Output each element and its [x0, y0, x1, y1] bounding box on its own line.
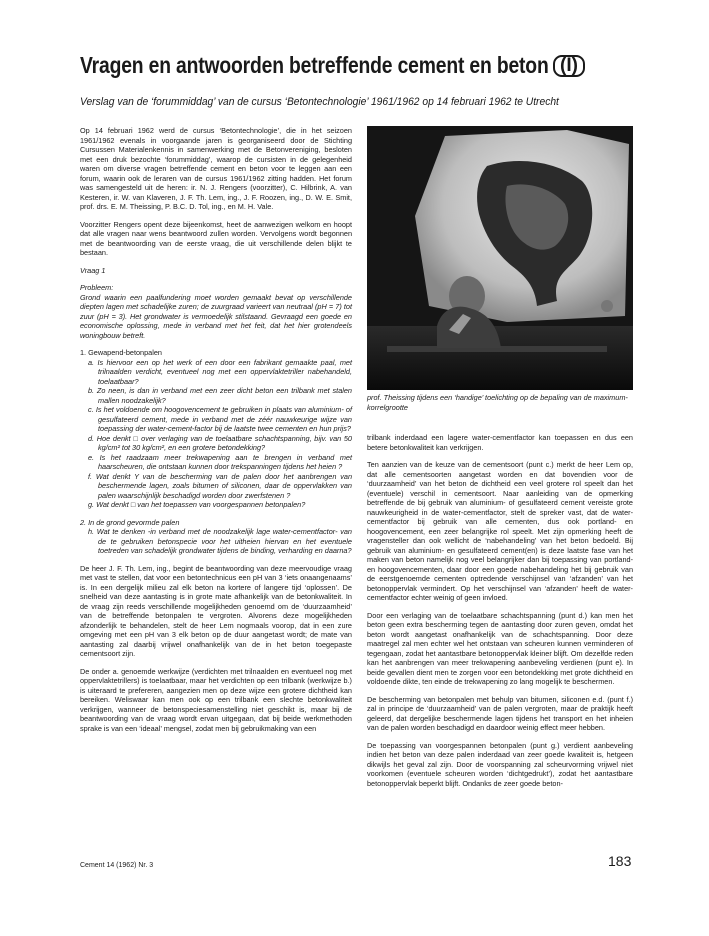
lecture-photo-image [367, 126, 633, 390]
answer-paragraph: De heer J. F. Th. Lem, ing., begint de beantwoording van deze meervoudige vraag met vast te stellen, dat voor een betontechnicus een pH van 3 ‘iets onaangenaams’ is. In een dergelijk milieu zal elk beton na kortere of langere tijd ‘oplossen’. De snelheid van deze aantasting is in grote mate afhankelijk van de betonkwaliteit. In de vraag zijn reeds verschillende mogelijkheden genoemd om de ‘duurzaamheid’ van de betreffende betonpalen te vergroten. Alvorens deze mogelijkheden afzonderlijk te behandelen, stelt de heer Lem nogmaals voorop, dat in een zure omgeving met een pH van 3 elk beton op de duur aangetast wordt; de mate van aantasting zal daarbij vrijwel onafhankelijk van de in het beton toegepaste cementsoort zijn. [80, 563, 352, 658]
left-column [80, 126, 352, 741]
article-title: Vragen en antwoorden betreffende cement en beton [80, 52, 549, 78]
question-label: Vraag 1 [80, 265, 106, 275]
list-item: f. Wat denkt Y van de bescherming van de palen door het aanbrengen van beschermende lagen, zoals bitumen of siliconen, daar de oppervlakken van palen waarschijnlijk beschadigd worden door zwerfstenen ? [88, 471, 352, 500]
photo-caption: prof. Theissing tijdens een ‘handige’ toelichting op de bepaling van de maximum-korrelgrootte [367, 393, 628, 412]
list-item: e. Is het raadzaam meer trekwapening aan te brengen in verband met haarscheuren, die ontstaan kunnen door trekspanningen tijdens het heien ? [88, 452, 352, 471]
list-item: a. Is hiervoor een op het werk of een door een fabrikant gemaakte paal, met trilnaalden verdicht, eventueel nog met een oppervlaktetriller nabehandeld, toelaatbaar? [88, 357, 352, 386]
list-item: d. Hoe denkt □ over verlaging van de toelaatbare schachtspanning, bijv. van 50 kg/cm² tot 30 kg/cm², en een grotere betondekking? [88, 433, 352, 452]
right-column [367, 433, 633, 796]
body-paragraph: Door een verlaging van de toelaatbare schachtspanning (punt d.) kan men het beton geen extra bescherming tegen de aantasting door zuren geven, omdat het beton wordt aangetast onafhankelijk van de schachtspanning. Door deze maatregel zal men echter wel het ontstaan van scheuren kunnen verminderen of tegengaan, zodat het aantastbare betonoppervlak kleiner blijft. Om dezelfde reden kan het aanbrengen van meer trekwapening aanbeveling verdienen (punt e). In beide gevallen dient men te zorgen voor een betondekking met grote dichtheid en voldoende dikte, ten einde de trekwapening zo lang mogelijk te beschermen. [367, 610, 633, 686]
lecture-photo [367, 126, 633, 390]
body-paragraph: De bescherming van betonpalen met behulp van bitumen, siliconen e.d. (punt f.) zal in principe de ‘duurzaamheid’ van de palen vergroten, maar de praktijk heeft geleerd, dat dergelijke beschermende lagen tijdens het transport en het inheien van de palen worden beschadigd en daardoor weinig effect meer hebben. [367, 694, 633, 732]
body-paragraph: trilbank inderdaad een lagere water-cementfactor kan toepassen en dus een betere betonkwaliteit kan verkrijgen. [367, 433, 633, 452]
intro-paragraph: Op 14 februari 1962 werd de cursus ‘Betontechnologie’, die in het seizoen 1961/1962 evenals in voorgaande jaren is georganiseerd door de Stichting Cursussen Materialenkennis in samenwerking met de Betonvereniging, besloten met een druk bezochte ‘forummiddag’, waarop de cursisten in de gelegenheid waren om diverse vragen betreffende cement en beton voor te leggen aan een forum, waarin ook de leraren van de cursus 1961/1962 zitting hadden. Het forum was samengesteld uit de heren: ir. N. J. Rengers (voorzitter), C. Hilbrink, A. van Kesteren, ir. W. van Klaveren, J. F. Th. Lem, ing., J. F. Roozen, ing., D. W. E. Smit, prof. drs. E. M. Theissing, P. B.C. D. Tol, ing., en M. H. Vale. [80, 126, 352, 211]
body-paragraph: De toepassing van voorgespannen betonpalen (punt g.) verdient aanbeveling indien het beton van deze palen inderdaad van zeer goede kwaliteit is, hetgeen dikwijls het geval zal zijn. Door de voorspanning zal scheurvorming vrijwel niet voorkomen (eventuele scheuren worden ‘dichtgedrukt’), zodat het aantastbare betonoppervlak beperkt blijft. Ondanks de zeer goede beton- [367, 740, 633, 788]
part-number-mark: (I) [553, 55, 585, 77]
body-paragraph: Ten aanzien van de keuze van de cementsoort (punt c.) merkt de heer Lem op, dat alle cementsoorten aangetast worden en dat bovendien voor de ‘duurzaamheid’ van het beton de dichtheid een veel grotere rol speelt dan het (eventuele) verschil in cementsoort. Naar aanleiding van de opmerking betreffende de bij gebruik van aluminium- of gesulfateerd cement vereiste grote nauwkeurigheid in de water-cementfactor, stelt de spreker vast, dat de water-cementfactor bij gebruik van alle cementen, dus ook portland- en hoogovencement, een zeer belangrijke rol speelt. Met zijn opmerking heeft de vragensteller dan ook wellicht de ‘nabehandeling’ van het beton bedoeld. Bij gebruik van aluminium- en gesulfateerd cement(en) is deze laatste fase van het maken van beton namelijk nog veel belangrijker dan bij toepassing van portland- en hoogovencementen, daar door een goede nabehandeling het bij gebruik van de eerstgenoemde cementen optredende verschijnsel van ‘afzanden’ van het betonoppervlak vermindert. Op het verschijnsel van ‘afzanden’ heeft de water-cementfactor echter weinig of geen invloed. [367, 460, 633, 602]
list-item: c. Is het voldoende om hoogovencement te gebruiken in plaats van aluminium- of gesulfateerd cement, mede in verband met de zéér nauwkeurige wijze van toepassing der water-cement-factor bij de laatste twee cementen en hun prijs? [88, 405, 352, 433]
list-heading: 1. Gewapend-betonpalen [80, 348, 162, 357]
problem-label: Probleem: [80, 283, 114, 292]
question-list-2 [80, 518, 352, 556]
answer-paragraph: De onder a. genoemde werkwijze (verdichten met trilnaalden en eventueel nog met oppervlaktetrillers) is toelaatbaar, maar het verdichten op een trilbank (werkwijze b.) is uiteraard te prefereren, aangezien men op deze wijze een grotere dichtheid kan bereiken. Weliswaar kan men ook op een trilbank een slechte betonkwaliteit verkrijgen, wanneer de betonspeciesamenstelling niet geschikt is, maar bij de beantwoording van de vraag wordt ervan uitgegaan, dat bij beide werkmethoden sprake is van een ‘ideaal’ mengsel, zodat men bij gebruikmaking van een [80, 666, 352, 733]
problem-text: Grond waarin een paalfundering moet worden gemaakt bevat op verschillende diepten lagen met schadelijke zuren; de zuurgraad varieert van neutraal (pH = 7) tot zuur (pH = 3). Het grondwater is vermoedelijk stilstaand. Gevraagd een goede en economische oplossing, mede in verband met het feit, dat het hier grotendeels woningbouw betreft. [80, 292, 352, 340]
page-number: 183 [608, 853, 632, 869]
opening-paragraph: Voorzitter Rengers opent deze bijeenkomst, heet de aanwezigen welkom en hoopt dat alle vragen naar wens beantwoord zullen worden. Vervolgens wordt begonnen met de beantwoording van de eerste vraag, die uit verschillende delen blijkt te bestaan. [80, 219, 352, 257]
list-item: b. Zo neen, is dan in verband met een zeer dicht beton een trilbank met stalen mallen noodzakelijk? [88, 386, 352, 405]
article-subtitle: Verslag van de ‘forummiddag’ van de cursus ‘Betontechnologie’ 1961/1962 op 14 februari 1962 te Utrecht [80, 96, 559, 108]
list-heading: 2. In de grond gevormde palen [80, 517, 180, 527]
question-list-1 [80, 348, 352, 510]
journal-reference: Cement 14 (1962) Nr. 3 [80, 862, 154, 869]
list-item: g. Wat denkt □ van het toepassen van voorgespannen betonpalen? [88, 500, 306, 509]
list-item: h. Wat te denken -in verband met de noodzakelijk lage water-cementfactor- van de te gebruiken betonspecie voor het uitheien hiervan en het eventuele toetreden van schadelijk grondwater tijdens de binding, verharding en daarna? [88, 527, 352, 555]
